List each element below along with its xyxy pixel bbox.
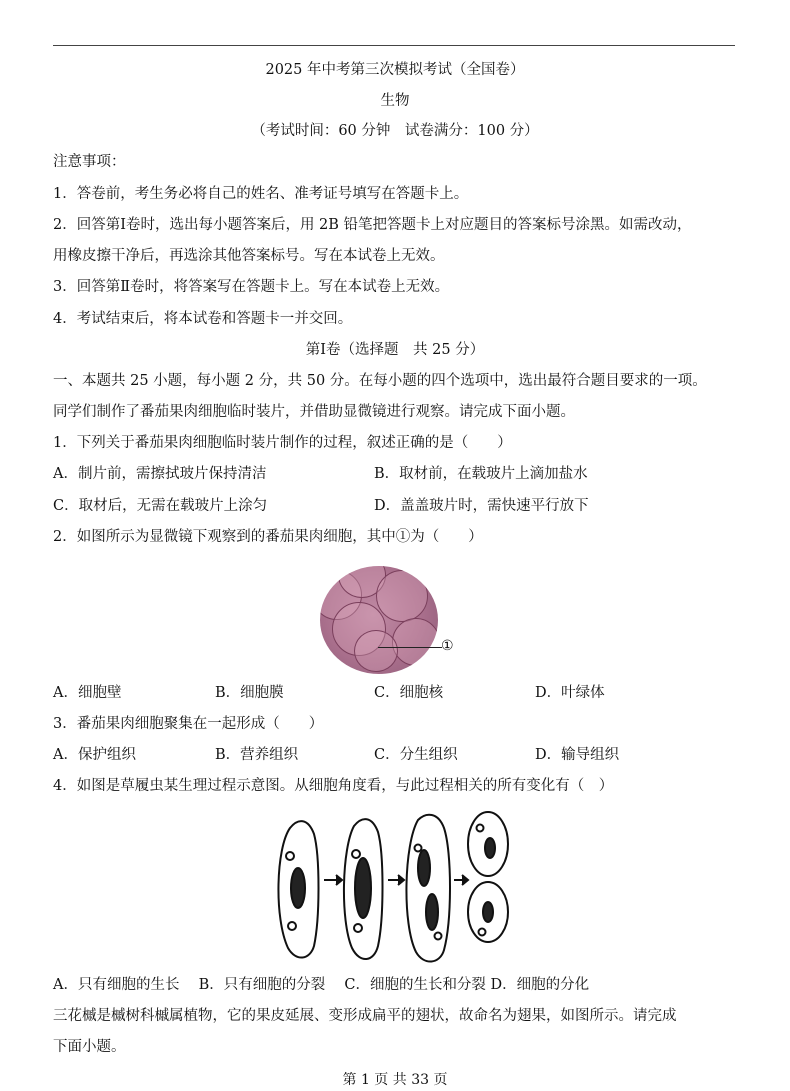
cell-shape <box>376 570 428 622</box>
q2-option-d: D．叶绿体 <box>535 685 605 701</box>
exam-title: 2025 年中考第三次模拟考试（全国卷） <box>265 62 525 78</box>
q4-options: A．只有细胞的生长 B．只有细胞的分裂 C．细胞的生长和分裂 D．细胞的分化 <box>53 977 590 993</box>
q1-option-c: C．取材后，无需在载玻片上涂匀 <box>53 498 268 514</box>
notice-item: 1．答卷前，考生务必将自己的姓名、准考证号填写在答题卡上。 <box>53 186 469 202</box>
notice-item: 2．回答第Ⅰ卷时，选出每小题答案后，用 2B 铅笔把答题卡上对应题目的答案标号涂黑。如需改动， <box>53 217 692 233</box>
subject-title: 生物 <box>380 93 410 109</box>
tomato-cell-micrograph <box>320 566 438 674</box>
notice-item: 3．回答第Ⅱ卷时，将答案写在答题卡上。写在本试卷上无效。 <box>53 279 450 295</box>
q1-option-a: A．制片前，需擦拭玻片保持清洁 <box>53 466 267 482</box>
context-paragraph: 下面小题。 <box>53 1039 126 1055</box>
q2-option-b: B．细胞膜 <box>215 685 284 701</box>
question-1-stem: 1．下列关于番茄果肉细胞临时装片制作的过程，叙述正确的是（ ） <box>53 435 512 451</box>
notice-heading: 注意事项： <box>53 154 126 170</box>
q3-option-d: D．输导组织 <box>535 747 620 763</box>
section-instruction: 一、本题共 25 小题，每小题 2 分，共 50 分。在每小题的四个选项中，选出最符合题目要求的一项。 <box>53 373 707 389</box>
page-footer: 第 1 页 共 33 页 <box>342 1072 448 1088</box>
q1-option-b: B．取材前，在载玻片上滴加盐水 <box>374 466 588 482</box>
q3-option-b: B．营养组织 <box>215 747 299 763</box>
notice-item: 4．考试结束后，将本试卷和答题卡一并交回。 <box>53 311 353 327</box>
top-rule <box>53 45 735 46</box>
label-1-marker: ① <box>441 638 454 654</box>
question-4-stem: 4．如图是草履虫某生理过程示意图。从细胞角度看，与此过程相关的所有变化有（ ） <box>53 778 614 794</box>
q1-option-d: D．盖盖玻片时，需快速平行放下 <box>374 498 589 514</box>
exam-info: （考试时间：60 分钟 试卷满分：100 分） <box>251 123 539 139</box>
q2-option-a: A．细胞壁 <box>53 685 122 701</box>
question-2-stem: 2．如图所示为显微镜下观察到的番茄果肉细胞，其中①为（ ） <box>53 529 483 545</box>
question-3-stem: 3．番茄果肉细胞聚集在一起形成（ ） <box>53 716 324 732</box>
paramecium-division-diagram <box>268 808 518 968</box>
q3-option-a: A．保护组织 <box>53 747 136 763</box>
label-leader-line <box>378 647 442 648</box>
notice-item: 用橡皮擦干净后，再选涂其他答案标号。写在本试卷上无效。 <box>53 248 445 264</box>
cell-shape <box>392 618 438 666</box>
q2-option-c: C．细胞核 <box>374 685 444 701</box>
context-paragraph: 同学们制作了番茄果肉细胞临时装片，并借助显微镜进行观察。请完成下面小题。 <box>53 404 575 420</box>
context-paragraph: 三花槭是槭树科槭属植物，它的果皮延展、变形成扁平的翅状，故命名为翅果，如图所示。请完成 <box>53 1008 677 1024</box>
q3-option-c: C．分生组织 <box>374 747 458 763</box>
section-title: 第Ⅰ卷（选择题 共 25 分） <box>305 342 485 358</box>
cell-shape <box>354 630 398 672</box>
